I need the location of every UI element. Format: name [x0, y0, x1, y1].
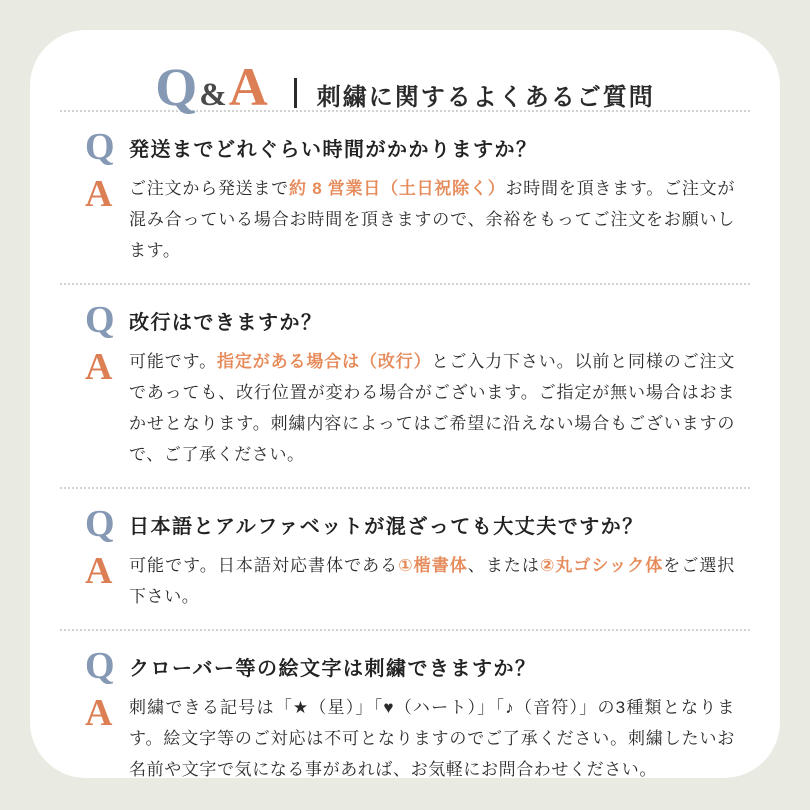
q-letter-icon: Q — [85, 645, 115, 687]
answer-segment: をご選択下さい。 — [129, 556, 735, 606]
faq-item-emoji-symbols — [60, 631, 750, 778]
answer-row — [85, 173, 750, 266]
answer-segment: 、または — [467, 556, 540, 575]
a-letter-icon: A — [85, 173, 113, 215]
page-title: 刺繍に関するよくあるご質問 — [316, 84, 655, 111]
answer-row — [85, 550, 750, 612]
q-letter-icon: Q — [85, 299, 115, 341]
header-divider-bar — [294, 78, 297, 108]
answer-segment-accent: ②丸ゴシック体 — [539, 556, 664, 575]
a-letter-icon: A — [85, 346, 113, 388]
question-text: クローバー等の絵文字は刺繍できますか？ — [129, 657, 537, 680]
answer-text — [129, 173, 735, 266]
answer-text — [129, 346, 735, 470]
q-letter-icon: Q — [85, 503, 115, 545]
question-row — [85, 128, 750, 166]
question-row — [85, 505, 750, 543]
answer-text — [129, 692, 735, 778]
answer-segment-accent: 指定がある場合は（改行） — [217, 352, 432, 371]
header-ampersand: & — [199, 77, 227, 113]
faq-item-shipping-time — [60, 112, 750, 283]
q-letter-icon: Q — [85, 126, 115, 168]
answer-segment: 刺繍できる記号は「★（星）」「♥（ハート）」「♪（音符）」の3種類となります。絵文字等のご対応は不可となりますのでご了承ください。刺繍したいお名前や文字で気になる事があれば、お気軽にお問合わせください。 — [129, 698, 735, 778]
header — [60, 30, 750, 117]
answer-segment: とご入力下さい。以前と同様のご注文であっても、改行位置が変わる場合がございます。ご指定が無い場合はおまかせとなります。刺繍内容によってはご希望に沿えない場合もございますので、ご了承ください。 — [129, 352, 736, 464]
question-row — [85, 647, 750, 685]
a-letter-icon: A — [85, 692, 113, 734]
faq-card — [30, 30, 780, 778]
answer-segment-accent: 約 8 営業日（土日祝除く） — [288, 179, 506, 198]
faq-item-mixed-characters — [60, 489, 750, 629]
answer-segment: 可能です。 — [129, 352, 217, 371]
question-row — [85, 301, 750, 339]
question-text: 日本語とアルファベットが混ざっても大丈夫ですか？ — [129, 515, 644, 538]
answer-row — [85, 692, 750, 778]
faq-item-line-break — [60, 285, 750, 487]
question-text: 発送までどれぐらい時間がかかりますか？ — [129, 138, 538, 161]
question-text: 改行はできますか？ — [129, 311, 323, 334]
header-a-letter: A — [228, 57, 268, 117]
header-q-letter: Q — [155, 57, 198, 117]
answer-row — [85, 346, 750, 470]
answer-segment: ご注文から発送まで — [129, 179, 289, 198]
answer-segment: お時間を頂きます。ご注文が混み合っている場合お時間を頂きますので、余裕をもってご注文をお願いします。 — [129, 179, 735, 260]
answer-segment: 可能です。日本語対応書体である — [129, 556, 399, 575]
answer-segment-accent: ①楷書体 — [398, 556, 468, 575]
a-letter-icon: A — [85, 550, 113, 592]
answer-text — [129, 550, 735, 612]
